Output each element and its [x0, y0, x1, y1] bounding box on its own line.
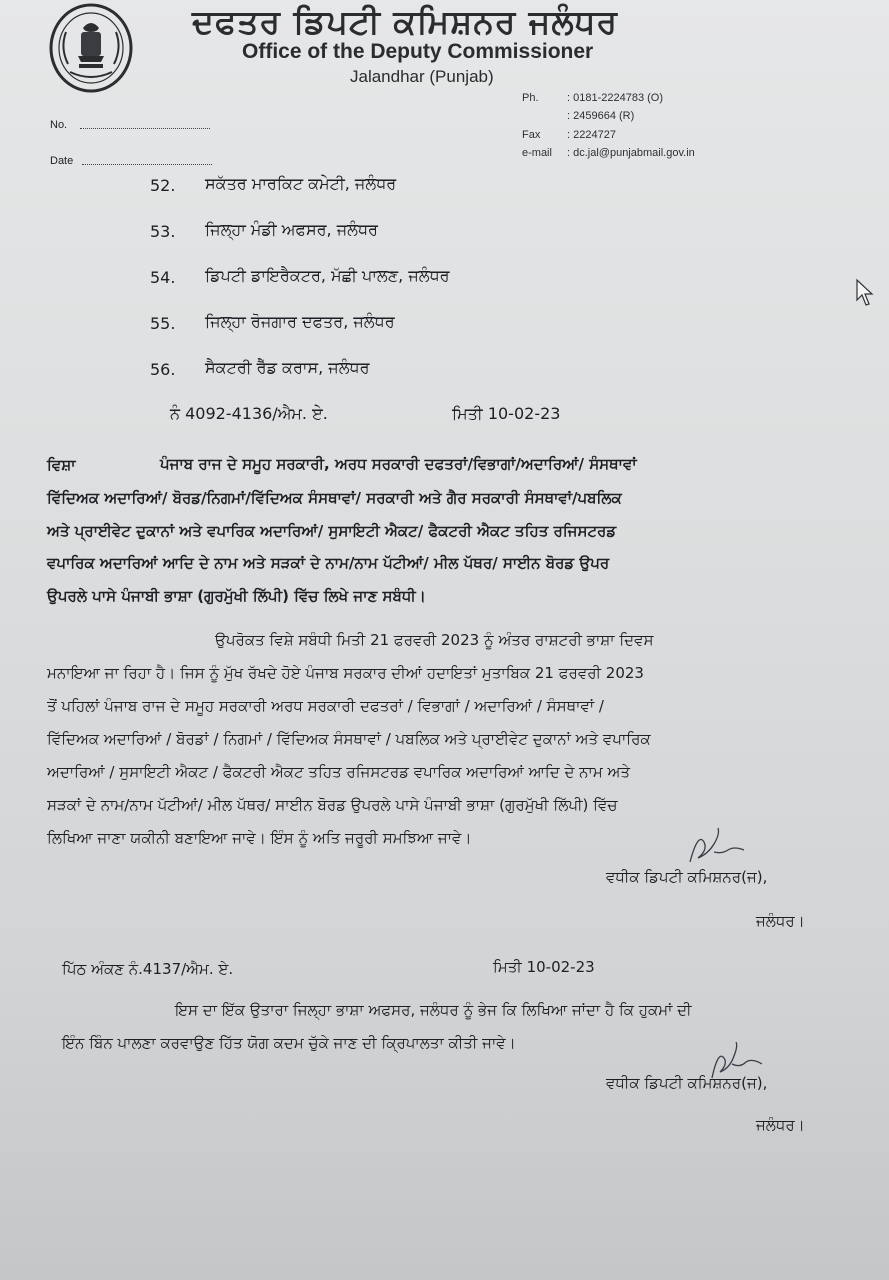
recipient-name: ਸੈਕਟਰੀ ਰੈੱਡ ਕਰਾਸ, ਜਲੰਧਰ — [205, 358, 370, 377]
date-label: Date — [50, 155, 74, 167]
date-dotted-line — [82, 164, 212, 165]
office-location: Jalandhar (Punjab) — [350, 67, 494, 86]
subject-line: ਵਿੱਦਿਅਕ ਅਦਾਰਿਆਂ/ ਬੋਰਡ/ਨਿਗਮਾਂ/ਵਿੱਦਿਅਕ ਸੰਸਥਾਵਾਂ/ ਸਰਕਾਰੀ ਅਤੇ ਗੈਰ ਸਰਕਾਰੀ ਸੰਸਥਾਵਾਂ/ਪਬਲਿਕ — [47, 489, 622, 507]
recipient-name: ਜਿਲ੍ਹਾ ਰੋਜਗਾਰ ਦਫਤਰ, ਜਲੰਧਰ — [205, 312, 395, 331]
handwritten-signature — [680, 822, 750, 872]
recipient-number: 56. — [150, 360, 176, 379]
body-line: ਲਿਖਿਆ ਜਾਣਾ ਯਕੀਨੀ ਬਣਾਇਆ ਜਾਵੇ। ਇੰਸ ਨੂੰ ਅਤਿ ਜਰੂਰੀ ਸਮਝਿਆ ਜਾਵੇ। — [47, 829, 472, 847]
phone-label: Ph. — [522, 92, 539, 104]
fax-number: : 2224727 — [567, 129, 616, 141]
phone-residence: : 2459664 (R) — [567, 110, 635, 122]
signatory-designation: ਵਧੀਕ ਡਿਪਟੀ ਕਮਿਸ਼ਨਰ(ਜ), — [606, 1074, 768, 1092]
office-title-english: Office of the Deputy Commissioner — [242, 40, 594, 63]
recipient-number: 53. — [150, 222, 176, 241]
no-dotted-line — [80, 128, 210, 129]
body-line: ਅਦਾਰਿਆਂ / ਸੁਸਾਇਟੀ ਐਕਟ / ਫੈਕਟਰੀ ਐਕਟ ਤਹਿਤ ਰਜਿਸਟਰਡ ਵਪਾਰਿਕ ਅਦਾਰਿਆਂ ਆਦਿ ਦੇ ਨਾਮ ਅਤੇ — [47, 763, 630, 781]
recipient-number: 52. — [150, 176, 176, 195]
body-line: ਉਪਰੋਕਤ ਵਿਸ਼ੇ ਸਬੰਧੀ ਮਿਤੀ 21 ਫਰਵਰੀ 2023 ਨੂੰ ਅੰਤਰ ਰਾਸ਼ਟਰੀ ਭਾਸ਼ਾ ਦਿਵਸ — [215, 631, 654, 649]
subject-label: ਵਿਸ਼ਾ — [47, 456, 76, 474]
endorsement-date: ਮਿਤੀ 10-02-23 — [493, 958, 595, 976]
reference-date: ਮਿਤੀ 10-02-23 — [452, 404, 561, 423]
body-line: ਸੜਕਾਂ ਦੇ ਨਾਮ/ਨਾਮ ਪੱਟੀਆਂ/ ਮੀਲ ਪੱਥਰ/ ਸਾਈਨ ਬੋਰਡ ਉਪਰਲੇ ਪਾਸੇ ਪੰਜਾਬੀ ਭਾਸ਼ਾ (ਗੁਰਮੁੱਖੀ ਲਿੱਪੀ) ਵਿੱਚ — [47, 796, 618, 814]
signatory-place: ਜਲੰਧਰ। — [756, 912, 805, 930]
recipient-number: 54. — [150, 268, 176, 287]
fax-label: Fax — [522, 129, 541, 141]
recipient-name: ਜਿਲ੍ਹਾ ਮੰਡੀ ਅਫਸਰ, ਜਲੰਧਰ — [205, 220, 378, 239]
body-line: ਵਿੱਦਿਅਕ ਅਦਾਰਿਆਂ / ਬੋਰਡਾਂ / ਨਿਗਮਾਂ / ਵਿੱਦਿਅਕ ਸੰਸਥਾਵਾਂ / ਪਬਲਿਕ ਅਤੇ ਪ੍ਰਾਈਵੇਟ ਦੁਕਾਨਾਂ ਅਤੇ ਵਪਾਰਿਕ — [47, 730, 651, 748]
recipient-number: 55. — [150, 314, 176, 333]
email-address: : dc.jal@punjabmail.gov.in — [567, 147, 695, 159]
signatory-place: ਜਲੰਧਰ। — [756, 1116, 805, 1134]
phone-office: : 0181-2224783 (O) — [567, 92, 664, 104]
endorsement-line: ਇਸ ਦਾ ਇੱਕ ਉਤਾਰਾ ਜਿਲ੍ਹਾ ਭਾਸ਼ਾ ਅਫਸਰ, ਜਲੰਧਰ ਨੂੰ ਭੇਜ ਕਿ ਲਿਖਿਆ ਜਾਂਦਾ ਹੈ ਕਿ ਹੁਕਮਾਂ ਦੀ — [175, 1001, 692, 1019]
state-emblem-seal — [48, 2, 134, 94]
reference-number: ਨੰ 4092-4136/ਐਮ. ਏ. — [170, 404, 328, 423]
body-line: ਤੋਂ ਪਹਿਲਾਂ ਪੰਜਾਬ ਰਾਜ ਦੇ ਸਮੂਹ ਸਰਕਾਰੀ ਅਰਧ ਸਰਕਾਰੀ ਦਫਤਰਾਂ / ਵਿਭਾਗਾਂ / ਅਦਾਰਿਆਂ / ਸੰਸਥਾਵਾਂ / — [47, 697, 604, 715]
office-title-punjabi: ਦਫਤਰ ਡਿਪਟੀ ਕਮਿਸ਼ਨਰ ਜਲੰਧਰ — [192, 2, 618, 41]
body-line: ਮਨਾਇਆ ਜਾ ਰਿਹਾ ਹੈ। ਜਿਸ ਨੂੰ ਮੁੱਖ ਰੱਖਦੇ ਹੋਏ ਪੰਜਾਬ ਸਰਕਾਰ ਦੀਆਂ ਹਦਾਇਤਾਂ ਮੁਤਾਬਿਕ 21 ਫਰਵਰੀ 2023 — [47, 664, 644, 682]
subject-line: ਵਪਾਰਿਕ ਅਦਾਰਿਆਂ ਆਦਿ ਦੇ ਨਾਮ ਅਤੇ ਸੜਕਾਂ ਦੇ ਨਾਮ/ਨਾਮ ਪੱਟੀਆਂ/ ਮੀਲ ਪੱਥਰ/ ਸਾਈਨ ਬੋਰਡ ਉਪਰ — [47, 554, 610, 572]
subject-line: ਅਤੇ ਪ੍ਰਾਈਵੇਟ ਦੁਕਾਨਾਂ ਅਤੇ ਵਪਾਰਿਕ ਅਦਾਰਿਆਂ/ ਸੁਸਾਇਟੀ ਐਕਟ/ ਫੈਕਟਰੀ ਐਕਟ ਤਹਿਤ ਰਜਿਸਟਰਡ — [47, 522, 617, 540]
signatory-designation: ਵਧੀਕ ਡਿਪਟੀ ਕਮਿਸ਼ਨਰ(ਜ), — [606, 868, 768, 886]
endorsement-number: ਪਿੱਠ ਅੰਕਣ ਨੰ.4137/ਐਮ. ਏ. — [62, 960, 234, 978]
subject-line: ਪੰਜਾਬ ਰਾਜ ਦੇ ਸਮੂਹ ਸਰਕਾਰੀ, ਅਰਧ ਸਰਕਾਰੀ ਦਫਤਰਾਂ/ਵਿਭਾਗਾਂ/ਅਦਾਰਿਆਂ/ ਸੰਸਥਾਵਾਂ — [160, 455, 637, 473]
no-label: No. — [50, 119, 68, 131]
recipient-name: ਡਿਪਟੀ ਡਾਇਰੈਕਟਰ, ਮੱਛੀ ਪਾਲਣ, ਜਲੰਧਰ — [205, 266, 450, 285]
recipient-name: ਸਕੱਤਰ ਮਾਰਕਿਟ ਕਮੇਟੀ, ਜਲੰਧਰ — [205, 174, 397, 193]
mouse-pointer-icon — [855, 278, 875, 308]
email-label: e-mail — [522, 147, 552, 159]
endorsement-line: ਇੰਨ ਬਿੰਨ ਪਾਲਣਾ ਕਰਵਾਉਣ ਹਿੱਤ ਯੋਗ ਕਦਮ ਚੁੱਕੇ ਜਾਣ ਦੀ ਕ੍ਰਿਪਾਲਤਾ ਕੀਤੀ ਜਾਵੇ। — [62, 1034, 516, 1052]
subject-line: ਉਪਰਲੇ ਪਾਸੇ ਪੰਜਾਬੀ ਭਾਸ਼ਾ (ਗੁਰਮੁੱਖੀ ਲਿੱਪੀ) ਵਿੱਚ ਲਿਖੇ ਜਾਣ ਸਬੰਧੀ। — [47, 587, 426, 605]
